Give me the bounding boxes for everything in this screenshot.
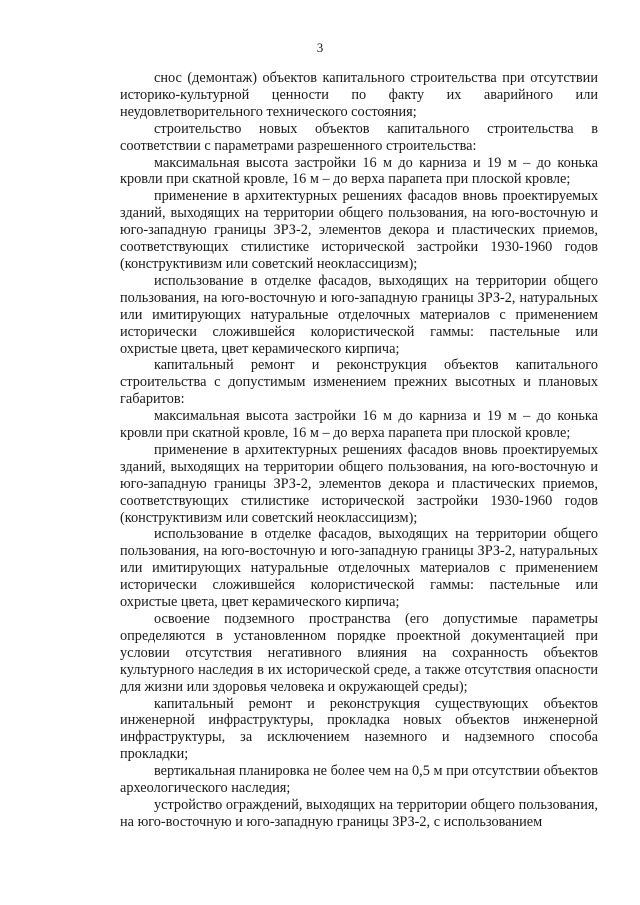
paragraph-facade-finishing: использование в отделке фасадов, выходящих на территории общего пользования, на юго-восточную и юго-западную границы ЗРЗ-2, натуральных или имитирующих натуральные отделочных материалов с применением исторически сложившейся колористической гаммы: пастельные или охристые цвета, цвет керамического кирпича; (120, 272, 598, 357)
paragraph-demolition: снос (демонтаж) объектов капитального строительства при отсутствии историко-культурной ценности по факту их аварийного или неудовлетворительного технического состояния; (120, 70, 598, 120)
paragraph-facade-architecture: применение в архитектурных решениях фасадов вновь проектируемых зданий, выходящих на территории общего пользования, на юго-восточную и юго-западную границы ЗРЗ-2, элементов декора и пластических приемов, соответствующих стилистике исторической застройки 1930-1960 годов (конструктивизм или советский неоклассицизм); (120, 188, 598, 272)
paragraph-max-height: максимальная высота застройки 16 м до карниза и 19 м – до конька кровли при скатной кровле, 16 м – до верха парапета при плоской кровле; (120, 154, 598, 188)
paragraph-infrastructure: капитальный ремонт и реконструкция существующих объектов инженерной инфраструктуры, прокладка новых объектов инженерной инфраструктуры, за исключением наземного и надземного способа прокладки; (120, 695, 598, 763)
paragraph-new-construction: строительство новых объектов капитального строительства в соответствии с параметрами разрешенного строительства: (120, 120, 598, 154)
paragraph-vertical-planning: вертикальная планировка не более чем на 0,5 м при отсутствии объектов археологического наследия; (120, 763, 598, 797)
paragraph-facade-architecture-repair: применение в архитектурных решениях фасадов вновь проектируемых зданий, выходящих на территории общего пользования, на юго-восточную и юго-западную границы ЗРЗ-2, элементов декора и пластических приемов, соответствующих стилистике исторической застройки 1930-1960 годов (конструктивизм или советский неоклассицизм); (120, 441, 598, 526)
page-number: 3 (316, 40, 324, 55)
paragraph-fencing: устройство ограждений, выходящих на территории общего пользования, на юго-восточную и юго-западную границы ЗРЗ-2, с использованием (120, 796, 598, 830)
paragraph-capital-repair: капитальный ремонт и реконструкция объектов капитального строительства с допустимым изменением прежних высотных и плановых габаритов: (120, 357, 598, 408)
paragraph-facade-finishing-repair: использование в отделке фасадов, выходящих на территории общего пользования, на юго-восточную и юго-западную границы ЗРЗ-2, натуральных или имитирующих натуральные отделочных материалов с применением исторически сложившейся колористической гаммы: пастельные или охристые цвета, цвет керамического кирпича; (120, 526, 598, 611)
paragraph-underground-space: освоение подземного пространства (его допустимые параметры определяются в установленном порядке проектной документацией при условии отсутствия негативного влияния на сохранность объектов культурного наследия в их исторической среде, а также отсутствия опасности для жизни или здоровья человека и окружающей среды); (120, 611, 598, 695)
document-body (120, 70, 598, 831)
paragraph-max-height-repair: максимальная высота застройки 16 м до карниза и 19 м – до конька кровли при скатной кровле, 16 м – до верха парапета при плоской кровле; (120, 408, 598, 442)
